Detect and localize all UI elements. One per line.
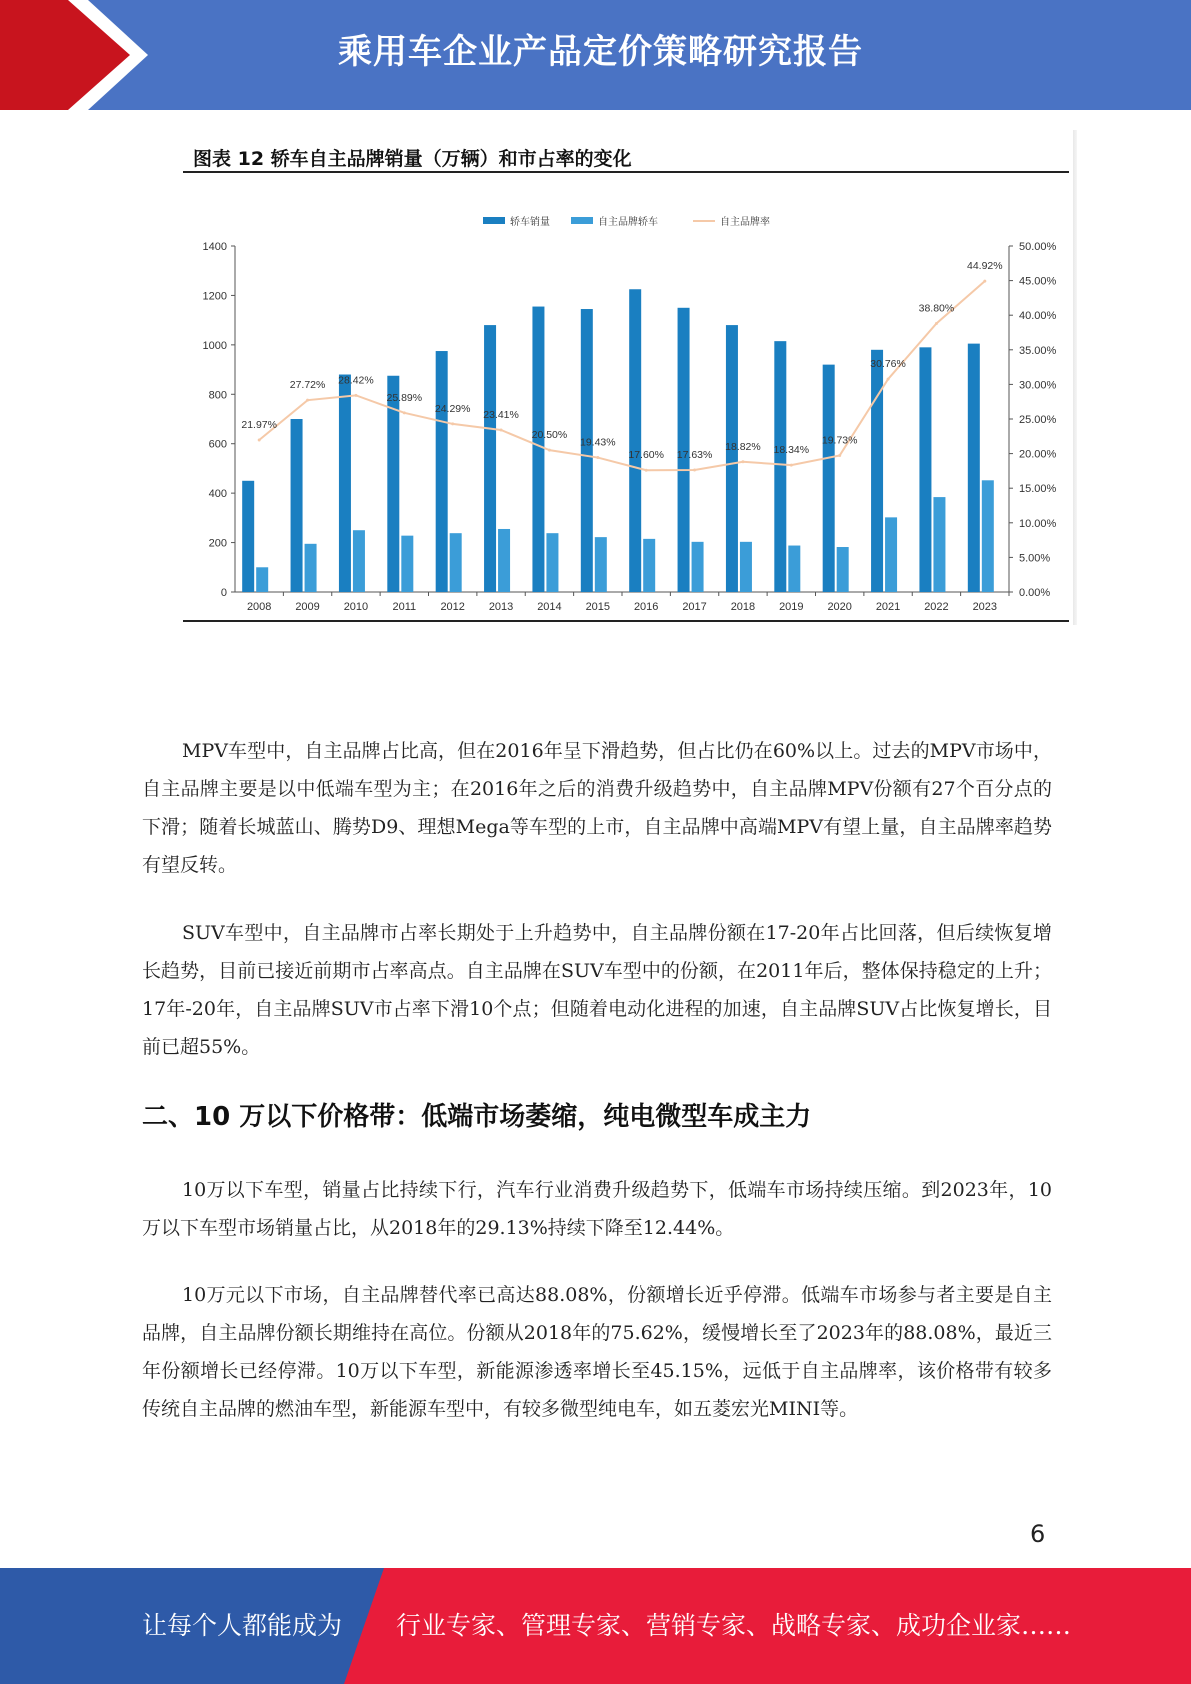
y2-tick-label: 45.00% xyxy=(1019,275,1057,288)
bar-own-brand-sedan xyxy=(401,536,413,592)
chart-figure xyxy=(183,130,1078,625)
bar-own-brand-sedan xyxy=(740,542,752,592)
x-tick-label: 2015 xyxy=(585,601,611,613)
bar-own-brand-sedan xyxy=(933,497,945,592)
x-tick-label: 2014 xyxy=(537,601,562,613)
x-tick-label: 2011 xyxy=(392,601,417,613)
data-label-rate: 17.63% xyxy=(676,449,713,462)
figure-top-rule xyxy=(183,171,1069,173)
paragraph-low-end-share: 10万以下车型，销量占比持续下行，汽车行业消费升级趋势下，低端车市场持续压缩。到2023年，10万以下车型市场销量占比，从2018年的29.13%持续下降至12.44%。 xyxy=(142,1179,1052,1239)
data-label-rate: 23.41% xyxy=(483,409,519,422)
bar-sedan-sales xyxy=(436,351,448,592)
figure-bottom-rule xyxy=(183,620,1069,622)
data-label-rate: 18.82% xyxy=(725,440,761,453)
bar-sedan-sales xyxy=(629,289,641,592)
data-label-rate: 19.43% xyxy=(580,436,616,449)
bar-sedan-sales xyxy=(823,365,835,592)
data-label-rate: 30.76% xyxy=(870,358,906,371)
line-point xyxy=(935,322,938,325)
bar-sedan-sales xyxy=(291,419,303,592)
paragraph-suv: SUV车型中，自主品牌市占率长期处于上升趋势中，自主品牌份额在17-20年占比回落，但后续恢复增长趋势，目前已接近前期市占率高点。自主品牌在SUV车型中的份额，在2011年后，整体保持稳定的上升；17年-20年，自主品牌SUV市占率下滑10个点；但随着电动化进程的加速，自主品牌SUV占比恢复增长，目前已超55%。 xyxy=(142,922,1052,1058)
line-point xyxy=(403,411,406,414)
page-header xyxy=(0,0,1191,110)
page-footer xyxy=(0,1568,1191,1684)
paragraph-mpv: MPV车型中，自主品牌占比高，但在2016年呈下滑趋势，但占比仍在60%以上。过去的MPV市场中，自主品牌主要是以中低端车型为主；在2016年之后的消费升级趋势中，自主品牌MPV份额有27个百分点的下滑；随着长城蓝山、腾势D9、理想Mega等车型的上市，自主品牌中高端MPV有望上量，自主品牌率趋势有望反转。 xyxy=(142,740,1052,876)
x-tick-label: 2021 xyxy=(875,601,901,613)
y2-tick-label: 0.00% xyxy=(1019,587,1051,599)
y2-tick-label: 30.00% xyxy=(1019,379,1057,392)
data-label-rate: 21.97% xyxy=(241,418,277,431)
section-heading: 二、10 万以下价格带：低端市场萎缩，纯电微型车成主力 xyxy=(142,1102,812,1132)
legend-label-0: 轿车销量 xyxy=(510,217,550,228)
line-point xyxy=(741,460,744,463)
bar-own-brand-sedan xyxy=(450,533,462,592)
y2-tick-label: 35.00% xyxy=(1019,344,1057,357)
data-label-rate: 24.29% xyxy=(434,402,471,415)
bar-sedan-sales xyxy=(532,307,544,592)
bar-own-brand-sedan xyxy=(788,546,800,592)
bar-sedan-sales xyxy=(774,341,786,592)
bar-sedan-sales xyxy=(242,481,254,592)
y-tick-label: 400 xyxy=(208,488,227,501)
x-tick-label: 2012 xyxy=(440,601,465,613)
y-tick-label: 200 xyxy=(208,537,227,550)
bar-sedan-sales xyxy=(871,350,883,592)
x-tick-label: 2009 xyxy=(295,601,320,613)
line-point xyxy=(596,456,599,459)
bar-sedan-sales xyxy=(581,309,593,592)
sedan-sales-chart xyxy=(183,176,1069,616)
bar-own-brand-sedan xyxy=(498,529,510,592)
bar-own-brand-sedan xyxy=(692,542,704,592)
data-label-rate: 44.92% xyxy=(967,260,1003,273)
bar-own-brand-sedan xyxy=(256,567,268,592)
data-label-rate: 25.89% xyxy=(386,391,423,404)
y2-tick-label: 10.00% xyxy=(1019,517,1057,530)
bar-own-brand-sedan xyxy=(546,533,558,592)
bar-own-brand-sedan xyxy=(305,544,317,592)
legend-swatch-0 xyxy=(483,217,505,224)
bar-sedan-sales xyxy=(919,347,931,592)
x-tick-label: 2010 xyxy=(343,601,369,613)
y-tick-label: 0 xyxy=(220,587,227,599)
bar-own-brand-sedan xyxy=(595,537,607,592)
bar-own-brand-sedan xyxy=(643,539,655,592)
y2-tick-label: 20.00% xyxy=(1019,448,1057,461)
page-number: 6 xyxy=(1030,1520,1046,1548)
y-tick-label: 600 xyxy=(208,438,227,451)
line-point xyxy=(645,469,648,472)
line-point xyxy=(790,464,793,467)
line-point xyxy=(983,280,986,283)
y-tick-label: 1000 xyxy=(202,339,227,352)
line-point xyxy=(258,438,261,441)
bar-own-brand-sedan xyxy=(982,480,994,592)
x-tick-label: 2017 xyxy=(682,601,707,613)
y2-tick-label: 25.00% xyxy=(1019,414,1057,426)
line-point xyxy=(306,399,309,402)
data-label-rate: 18.34% xyxy=(773,444,810,457)
bar-own-brand-sedan xyxy=(837,547,849,592)
x-tick-label: 2016 xyxy=(633,601,659,613)
bar-sedan-sales xyxy=(968,344,980,592)
data-label-rate: 28.42% xyxy=(338,374,374,387)
data-label-rate: 19.73% xyxy=(821,434,858,447)
line-point xyxy=(451,422,454,425)
figure-scroll-edge xyxy=(1073,130,1077,625)
line-point xyxy=(354,394,357,397)
x-tick-label: 2020 xyxy=(827,601,852,613)
legend-label-1: 自主品牌轿车 xyxy=(598,217,658,228)
page-header-title: 乘用车企业产品定价策略研究报告 xyxy=(338,32,863,72)
data-label-rate: 27.72% xyxy=(289,379,326,392)
y-tick-label: 1200 xyxy=(202,290,227,303)
x-tick-label: 2019 xyxy=(779,601,804,613)
bar-own-brand-sedan xyxy=(885,517,897,592)
footer-slogan-right: 行业专家、管理专家、营销专家、战略专家、成功企业家…… xyxy=(396,1611,1072,1640)
legend-label-2: 自主品牌率 xyxy=(720,217,770,228)
line-point xyxy=(693,469,696,472)
bar-sedan-sales xyxy=(484,325,496,592)
paragraph-low-end-brand: 10万元以下市场，自主品牌替代率已高达88.08%，份额增长近乎停滞。低端车市场参与者主要是自主品牌，自主品牌份额长期维持在高位。份额从2018年的75.62%，缓慢增长至了2023年的88.08%，最近三年份额增长已经停滞。10万以下车型，新能源渗透率增长至45.15%，远低于自主品牌率，该价格带有较多传统自主品牌的燃油车型，新能源车型中，有较多微型纯电车，如五菱宏光MINI等。 xyxy=(142,1284,1052,1420)
data-label-rate: 20.50% xyxy=(531,429,568,442)
x-tick-label: 2008 xyxy=(246,601,272,613)
y2-tick-label: 50.00% xyxy=(1019,241,1057,253)
x-tick-label: 2013 xyxy=(488,601,514,613)
x-tick-label: 2023 xyxy=(972,601,998,613)
line-point xyxy=(887,378,890,381)
line-point xyxy=(838,454,841,457)
y2-tick-label: 15.00% xyxy=(1019,483,1057,496)
figure-title: 图表 12 轿车自主品牌销量（万辆）和市占率的变化 xyxy=(193,148,632,170)
footer-slogan-left: 让每个人都能成为 xyxy=(142,1611,343,1640)
bar-own-brand-sedan xyxy=(353,530,365,592)
data-label-rate: 38.80% xyxy=(918,302,955,315)
y-tick-label: 1400 xyxy=(202,241,227,253)
bar-sedan-sales xyxy=(726,325,738,592)
y-tick-label: 800 xyxy=(208,389,227,402)
x-tick-label: 2022 xyxy=(924,601,949,613)
line-point xyxy=(548,449,551,452)
x-tick-label: 2018 xyxy=(730,601,756,613)
y2-tick-label: 5.00% xyxy=(1019,552,1051,565)
line-point xyxy=(500,429,503,432)
data-label-rate: 17.60% xyxy=(628,449,664,462)
bar-sedan-sales xyxy=(339,375,351,592)
legend-swatch-1 xyxy=(571,217,593,224)
y2-tick-label: 40.00% xyxy=(1019,310,1057,323)
